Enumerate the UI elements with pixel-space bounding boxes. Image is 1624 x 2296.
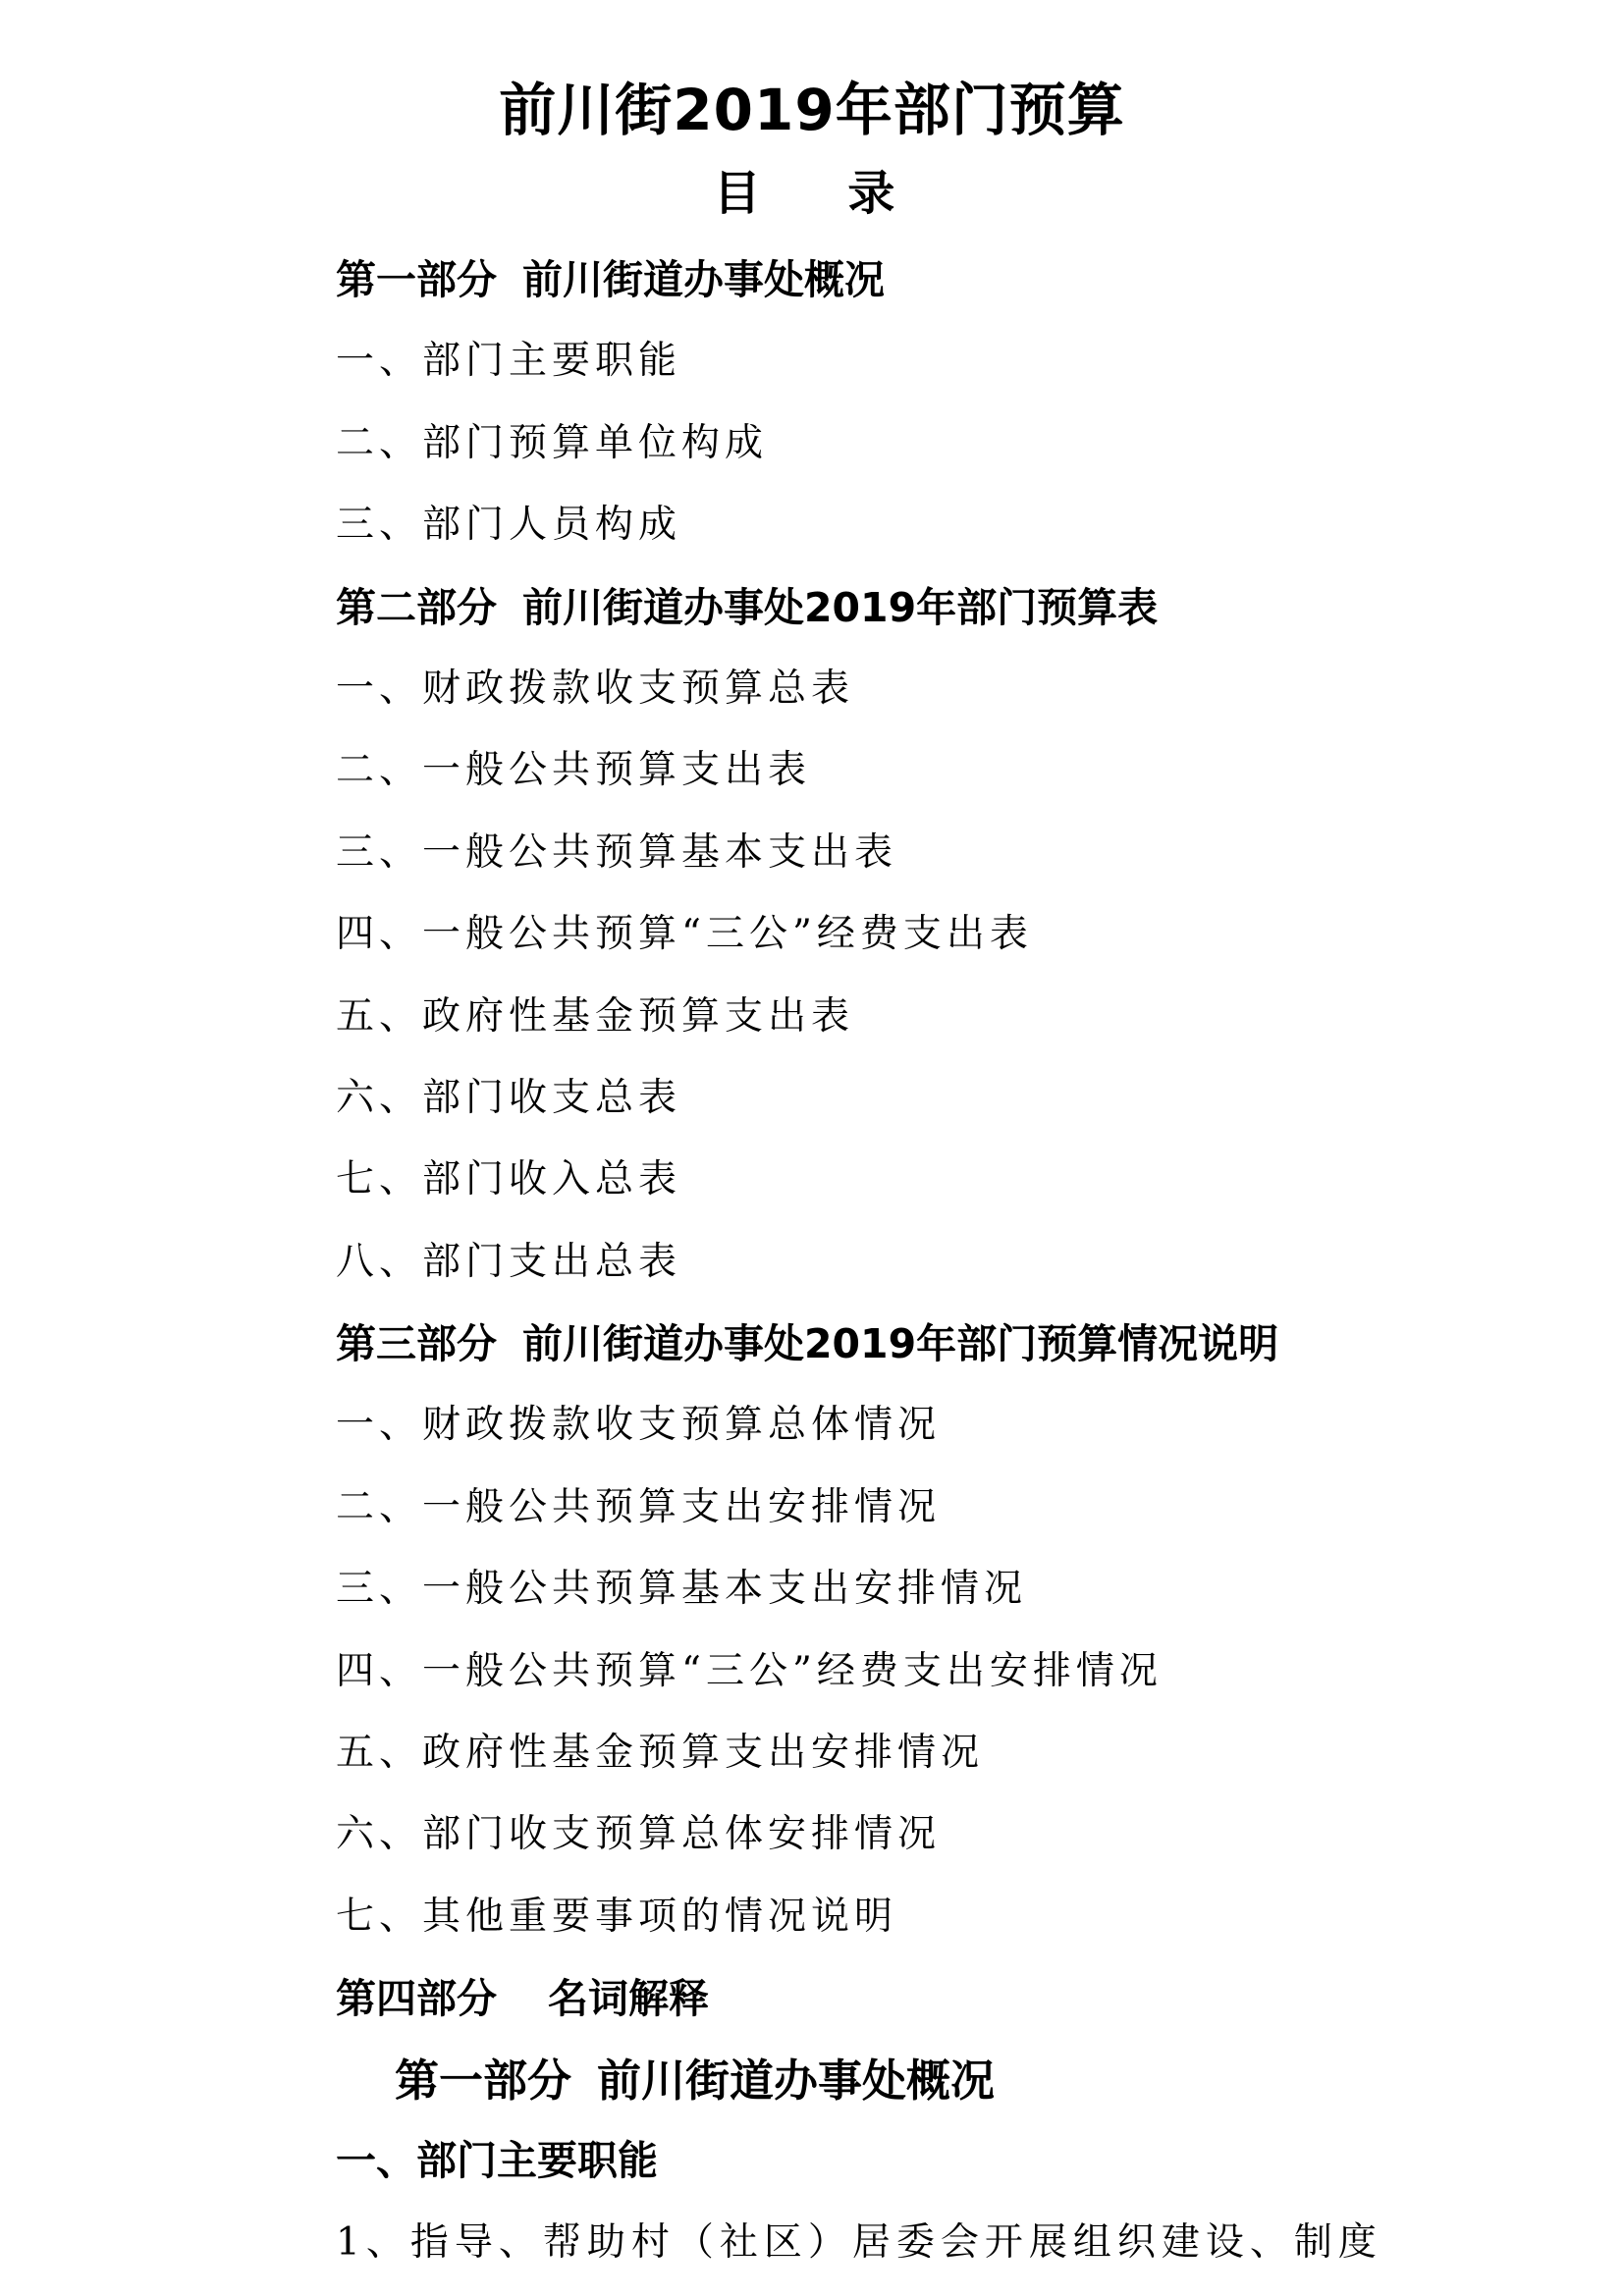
toc-item: 三、部门人员构成	[336, 503, 682, 548]
toc-part-4-label: 第四部分	[336, 1975, 497, 2023]
toc-part-3	[336, 1309, 1514, 1391]
toc-item: 五、政府性基金预算支出安排情况	[336, 1731, 985, 1776]
toc-part-1	[336, 245, 1514, 327]
toc-part-1-label: 第一部分	[336, 256, 497, 303]
toc-part-1-title: 前川街道办事处概况	[522, 256, 885, 303]
toc-item: 一、财政拨款收支预算总体情况	[336, 1403, 942, 1448]
toc-part-2-title: 前川街道办事处2019年部门预算表	[522, 583, 1159, 631]
section-subheading: 一、部门主要职能	[336, 2137, 658, 2184]
toc-item: 二、部门预算单位构成	[336, 420, 769, 465]
toc-item: 八、部门支出总表	[336, 1239, 682, 1284]
toc-item: 五、政府性基金预算支出表	[336, 993, 855, 1039]
toc-item: 二、一般公共预算支出安排情况	[336, 1484, 942, 1529]
section-heading-title: 前川街道办事处概况	[597, 2055, 996, 2107]
toc-part-3-label: 第三部分	[336, 1320, 497, 1368]
section-heading	[395, 2047, 995, 2115]
toc-item: 六、部门收支预算总体安排情况	[336, 1812, 942, 1857]
toc-item: 三、一般公共预算基本支出安排情况	[336, 1567, 1028, 1612]
toc-part-4	[336, 1964, 1514, 2046]
toc-part-3-title: 前川街道办事处2019年部门预算情况说明	[522, 1320, 1279, 1368]
toc-part-2-label: 第二部分	[336, 583, 497, 631]
section-heading-label: 第一部分	[395, 2055, 572, 2107]
toc-item: 七、其他重要事项的情况说明	[336, 1894, 898, 1939]
toc-item: 四、一般公共预算“三公”经费支出安排情况	[336, 1648, 1163, 1693]
toc-item: 六、部门收支总表	[336, 1075, 682, 1120]
section-paragraph: 1、指导、帮助村（社区）居委会开展组织建设、制度	[336, 2220, 1382, 2265]
toc-item: 一、部门主要职能	[336, 339, 682, 384]
toc-item: 四、一般公共预算“三公”经费支出表	[336, 912, 1033, 957]
table-of-contents	[336, 245, 1514, 2047]
toc-item: 七、部门收入总表	[336, 1157, 682, 1202]
toc-item: 一、财政拨款收支预算总表	[336, 666, 855, 711]
toc-item: 三、一般公共预算基本支出表	[336, 829, 898, 875]
toc-part-4-title: 名词解释	[548, 1975, 709, 2023]
toc-heading: 目 录	[713, 166, 931, 221]
document-title: 前川街2019年部门预算	[499, 77, 1125, 143]
toc-item: 二、一般公共预算支出表	[336, 748, 812, 793]
toc-part-2	[336, 573, 1514, 655]
